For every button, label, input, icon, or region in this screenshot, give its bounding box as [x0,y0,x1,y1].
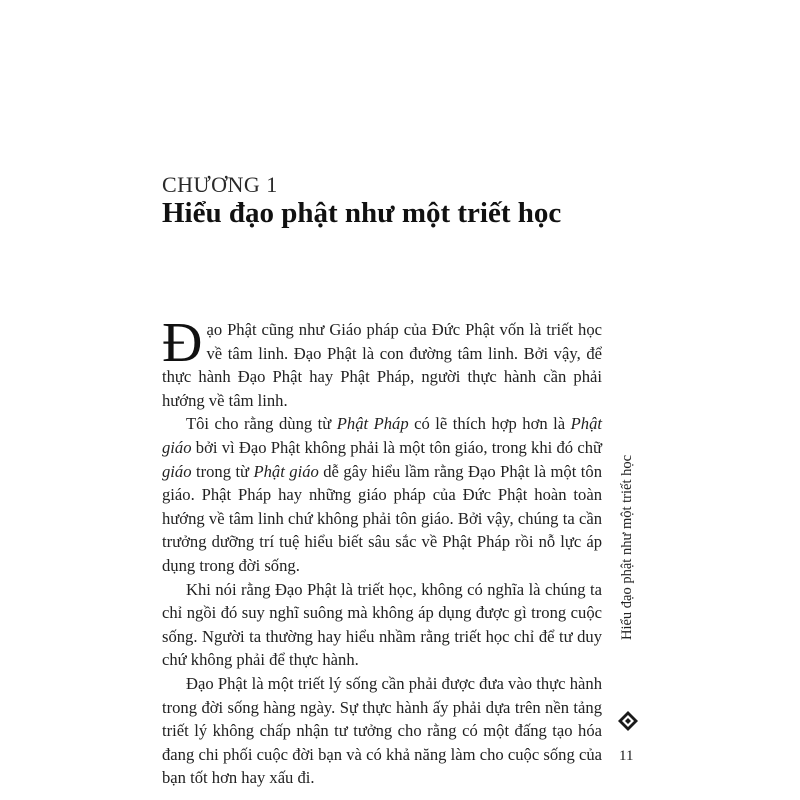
p2-e1: Phật Pháp [336,414,409,434]
page-number: 11 [619,748,634,764]
p2-s1: Tôi cho rằng dùng từ [186,414,337,434]
paragraph-1 [162,312,602,412]
p2-s2: có lẽ thích hợp hơn là [408,414,571,434]
paragraph-2 [162,412,602,577]
p2-e4: Phật giáo [253,461,319,481]
drop-cap: Đ [162,312,203,374]
running-head: Hiểu đạo phật như một triết học [619,454,635,640]
p2-e3: giáo [162,461,192,481]
chapter-title: Hiểu đạo phật như một triết học [162,197,562,229]
p2-s4: trong từ [191,461,254,481]
chapter-label: CHƯƠNG 1 [162,172,278,197]
paragraph-1-text: ạo Phật cũng như Giáo pháp của Đức Phật vốn là triết học về tâm linh. Đạo Phật là con đường tâm linh. Bởi vậy, để thực hành Đạo Phật hay Phật Pháp, người thực hành cần phải hướng về tâm linh. [162,320,602,410]
paragraph-4: Đạo Phật là một triết lý sống cần phải được đưa vào thực hành trong đời sống hàng ngày. Sự thực hành ấy phải dựa trên nền tảng triết lý không chấp nhận tư tưởng cho rằng có một đấng tạo hóa đang chi phối cuộc đời bạn và có khả năng làm cho cuộc sống của bạn tốt hơn hay xấu đi. [162,673,602,788]
p2-s5: dễ gây hiểu lầm rằng Đạo Phật là một tôn giáo. Phật Pháp hay những giáo pháp của Đức Phật hoàn toàn hướng về tâm linh chứ không phải tôn giáo. Bởi vậy, chúng ta cần trưởng dưỡng trí tuệ hiểu biết sâu sắc về Phật Pháp rồi nỗ lực áp dụng trong đời sống. [162,461,602,575]
p2-s3: bởi vì Đạo Phật không phải là một tôn giáo, trong khi đó chữ [191,437,602,457]
paragraph-3: Khi nói rằng Đạo Phật là triết học, không có nghĩa là chúng ta chỉ ngồi đó suy nghĩ suông mà không áp dụng được gì trong cuộc sống. Người ta thường hay hiểu nhầm rằng triết học chỉ để tư duy chứ không phải để thực hành. [162,579,602,670]
diamond-ornament-icon [617,710,639,732]
body-text [162,312,602,790]
p2-e2: Phật giáo [162,414,602,457]
